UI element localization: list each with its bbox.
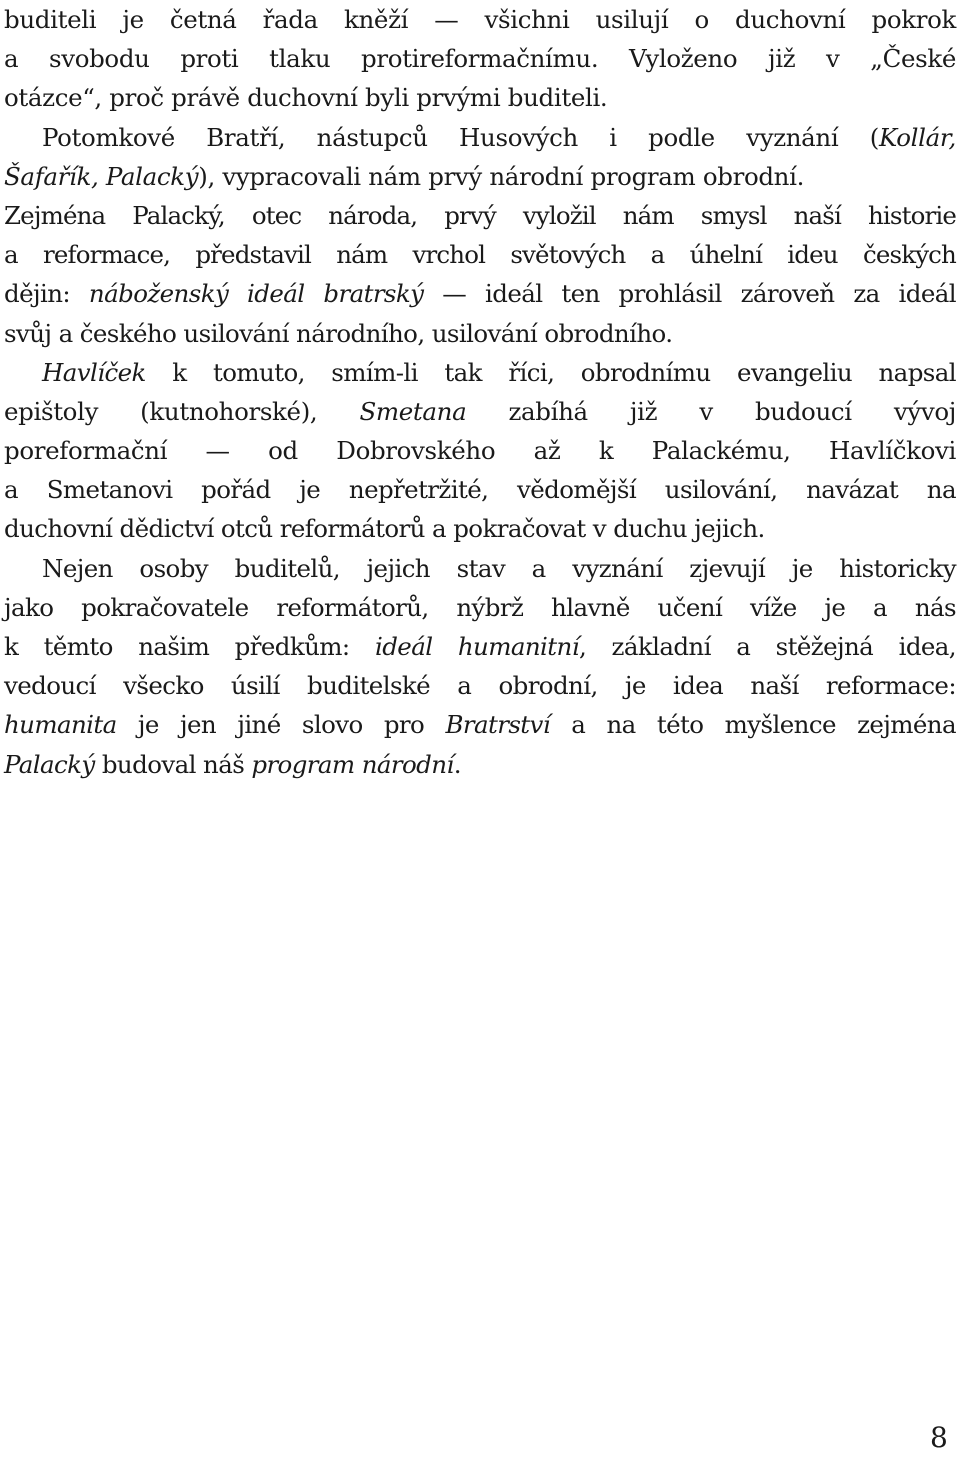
emphasis: Palacký <box>4 749 95 779</box>
text-span: epištoly (kutnohorské), <box>4 396 360 426</box>
emphasis: Smetana <box>359 396 467 426</box>
text-line: otázce“, proč právě duchovní byli prvými buditeli. <box>4 83 608 113</box>
text-line <box>4 705 956 744</box>
text-line: buditeli je četná řada kněží — všichni usilují o duchovní pokrok <box>4 5 956 34</box>
text-line: duchovní dědictví otců reformátorů a pokračovat v duchu jejich. <box>4 514 765 544</box>
text-span: zabíhá již v budoucí vývoj <box>466 396 956 426</box>
emphasis: program národní <box>251 749 454 779</box>
text-span: ), vypracovali nám prvý národní program obrodní. <box>198 161 805 191</box>
text-line: poreformační — od Dobrovského až k Palackému, Havlíčkovi <box>4 436 956 466</box>
text-span: je jen jiné slovo pro <box>116 710 446 740</box>
text-line <box>4 118 956 157</box>
text-span: . <box>453 749 461 779</box>
text-line <box>4 274 956 313</box>
text-span: a na této myšlence zejména <box>550 710 956 740</box>
text-line <box>4 627 956 666</box>
text-line: jako pokračovatele reformátorů, nýbrž hlavně učení víže je a nás <box>4 592 956 622</box>
text-span: dějin: <box>4 279 89 309</box>
text-span: Potomkové Bratří, nástupců Husových i podle vyznání ( <box>42 122 879 152</box>
emphasis: náboženský ideál bratrský <box>88 279 424 309</box>
emphasis: Šafařík, Palacký <box>4 161 199 191</box>
text-line <box>4 745 956 784</box>
text-line: Nejen osoby buditelů, jejich stav a vyznání zjevují je historicky <box>42 553 956 583</box>
text-line <box>4 353 956 392</box>
text-span: — ideál ten prohlásil zároveň za ideál <box>423 279 956 309</box>
text-span: budoval náš <box>94 749 252 779</box>
page-body <box>4 0 956 784</box>
emphasis: Kollár, <box>878 122 956 152</box>
text-line <box>4 157 956 196</box>
text-line: svůj a českého usilování národního, usilování obrodního. <box>4 318 673 348</box>
text-line: vedoucí všecko úsilí buditelské a obrodní, je idea naší reformace: <box>4 671 956 701</box>
text-line: a reformace, představil nám vrchol světových a úhelní ideu českých <box>4 240 956 270</box>
text-line: Zejména Palacký, otec národa, prvý vyložil nám smysl naší historie <box>4 200 956 230</box>
text-span: k těmto našim předkům: <box>4 632 375 661</box>
emphasis: ideál humanitní <box>374 632 579 661</box>
emphasis: Havlíček <box>42 357 146 387</box>
emphasis: humanita <box>4 710 117 740</box>
text-span: k tomuto, smím-li tak říci, obrodnímu evangeliu napsal <box>145 357 956 387</box>
emphasis: Bratrství <box>445 710 551 740</box>
page-number: 8 <box>930 1421 948 1454</box>
text-span: , základní a stěžejná idea, <box>578 632 956 661</box>
text-line <box>4 392 956 431</box>
text-line: a Smetanovi pořád je nepřetržité, vědomější usilování, navázat na <box>4 475 956 505</box>
text-line: a svobodu proti tlaku protireformačnímu. Vyloženo již v „České <box>4 44 956 74</box>
